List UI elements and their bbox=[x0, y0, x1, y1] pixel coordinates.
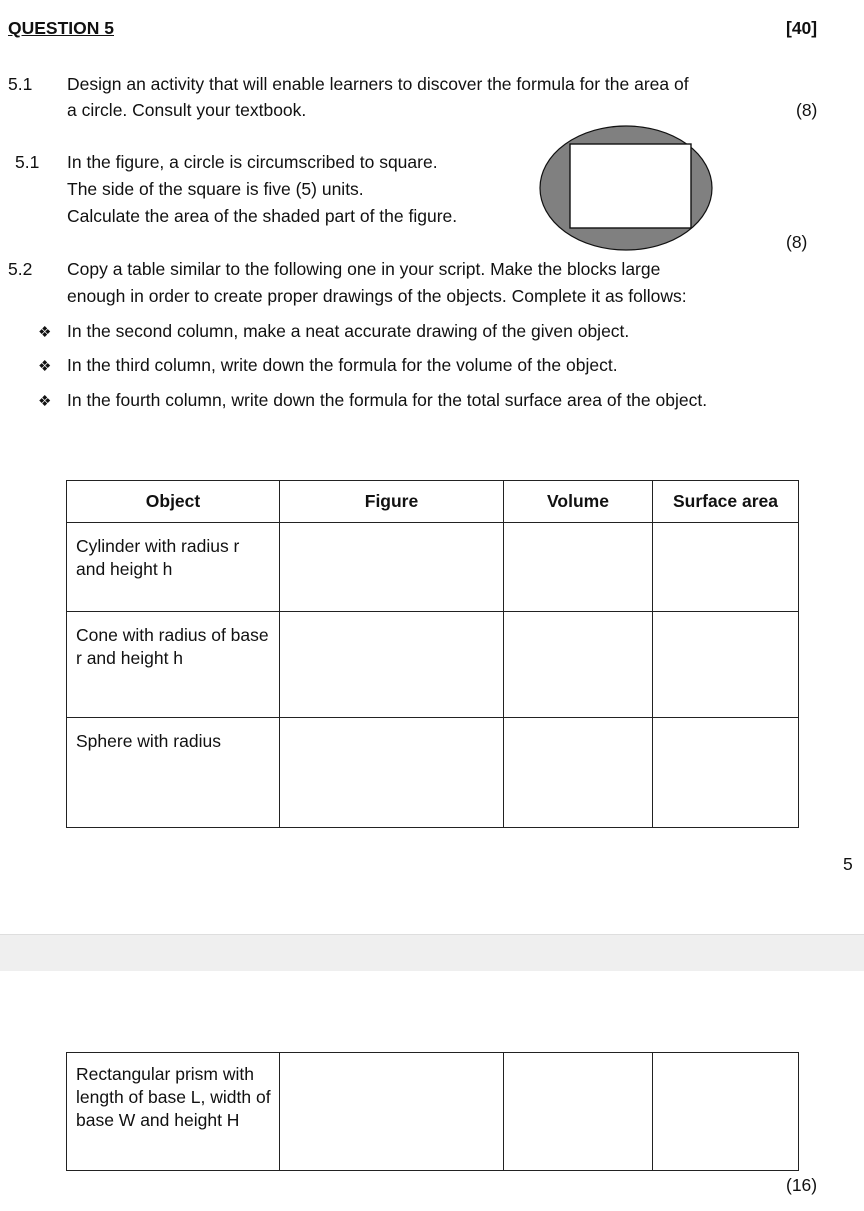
q51a-marks: (8) bbox=[796, 100, 818, 120]
surface-area-cell bbox=[653, 1053, 799, 1171]
object-cell bbox=[67, 1053, 280, 1171]
object-cell bbox=[67, 523, 280, 612]
object-cone: Cone with radius of base r and height h bbox=[76, 625, 269, 668]
q52-bullet-2: In the third column, write down the formula for the volume of the object. bbox=[67, 355, 618, 375]
q51a-number: 5.1 bbox=[8, 74, 33, 94]
q51b-marks: (8) bbox=[786, 232, 808, 252]
question-title: QUESTION 5 bbox=[8, 18, 114, 38]
volume-cell bbox=[504, 1053, 653, 1171]
inscribed-square bbox=[570, 144, 691, 228]
diamond-bullet-icon: ❖ bbox=[38, 324, 52, 341]
q52-marks: (16) bbox=[786, 1175, 818, 1195]
q51a-line1: Design an activity that will enable learners to discover the formula for the area of bbox=[67, 74, 689, 94]
q51b-line3: Calculate the area of the shaded part of the figure. bbox=[67, 206, 458, 226]
diamond-bullet-icon: ❖ bbox=[38, 358, 52, 375]
header-figure: Figure bbox=[280, 481, 504, 523]
q52-bullet-1: In the second column, make a neat accurate drawing of the given object. bbox=[67, 321, 630, 341]
object-cell bbox=[67, 718, 280, 828]
volume-cell bbox=[504, 612, 653, 718]
circle-square-figure bbox=[538, 122, 714, 254]
header-surface-area: Surface area bbox=[653, 481, 799, 523]
figure-cell bbox=[280, 523, 504, 612]
figure-cell bbox=[280, 718, 504, 828]
q52-bullet-3: In the fourth column, write down the formula for the total surface area of the object. bbox=[67, 390, 708, 410]
volume-cell bbox=[504, 718, 653, 828]
table-row bbox=[67, 612, 799, 718]
q52-line2: enough in order to create proper drawings of the objects. Complete it as follows: bbox=[67, 286, 687, 306]
page-break bbox=[0, 934, 864, 971]
q51b-line2: The side of the square is five (5) units. bbox=[67, 179, 364, 199]
object-sphere: Sphere with radius bbox=[76, 731, 221, 751]
objects-table-continued bbox=[66, 1052, 799, 1171]
q51b-number: 5.1 bbox=[15, 152, 40, 172]
figure-cell bbox=[280, 1053, 504, 1171]
table-row bbox=[67, 523, 799, 612]
q52-number: 5.2 bbox=[8, 259, 33, 279]
volume-cell bbox=[504, 523, 653, 612]
table-row bbox=[67, 1053, 799, 1171]
diamond-bullet-icon: ❖ bbox=[38, 393, 52, 410]
object-cell bbox=[67, 612, 280, 718]
question-total-marks: [40] bbox=[786, 18, 818, 38]
surface-area-cell bbox=[653, 718, 799, 828]
object-cylinder: Cylinder with radius r and height h bbox=[76, 536, 240, 579]
header-object: Object bbox=[67, 481, 280, 523]
page-number: 5 bbox=[843, 854, 853, 874]
q52-line1: Copy a table similar to the following one in your script. Make the blocks large bbox=[67, 259, 661, 279]
table-header-row bbox=[67, 481, 799, 523]
objects-table bbox=[66, 480, 799, 828]
surface-area-cell bbox=[653, 612, 799, 718]
q51a-line2: a circle. Consult your textbook. bbox=[67, 100, 307, 120]
header-volume: Volume bbox=[504, 481, 653, 523]
figure-cell bbox=[280, 612, 504, 718]
table-row bbox=[67, 718, 799, 828]
q51b-line1: In the figure, a circle is circumscribed to square. bbox=[67, 152, 438, 172]
surface-area-cell bbox=[653, 523, 799, 612]
object-rectangular-prism: Rectangular prism with length of base L, width of base W and height H bbox=[76, 1064, 271, 1130]
